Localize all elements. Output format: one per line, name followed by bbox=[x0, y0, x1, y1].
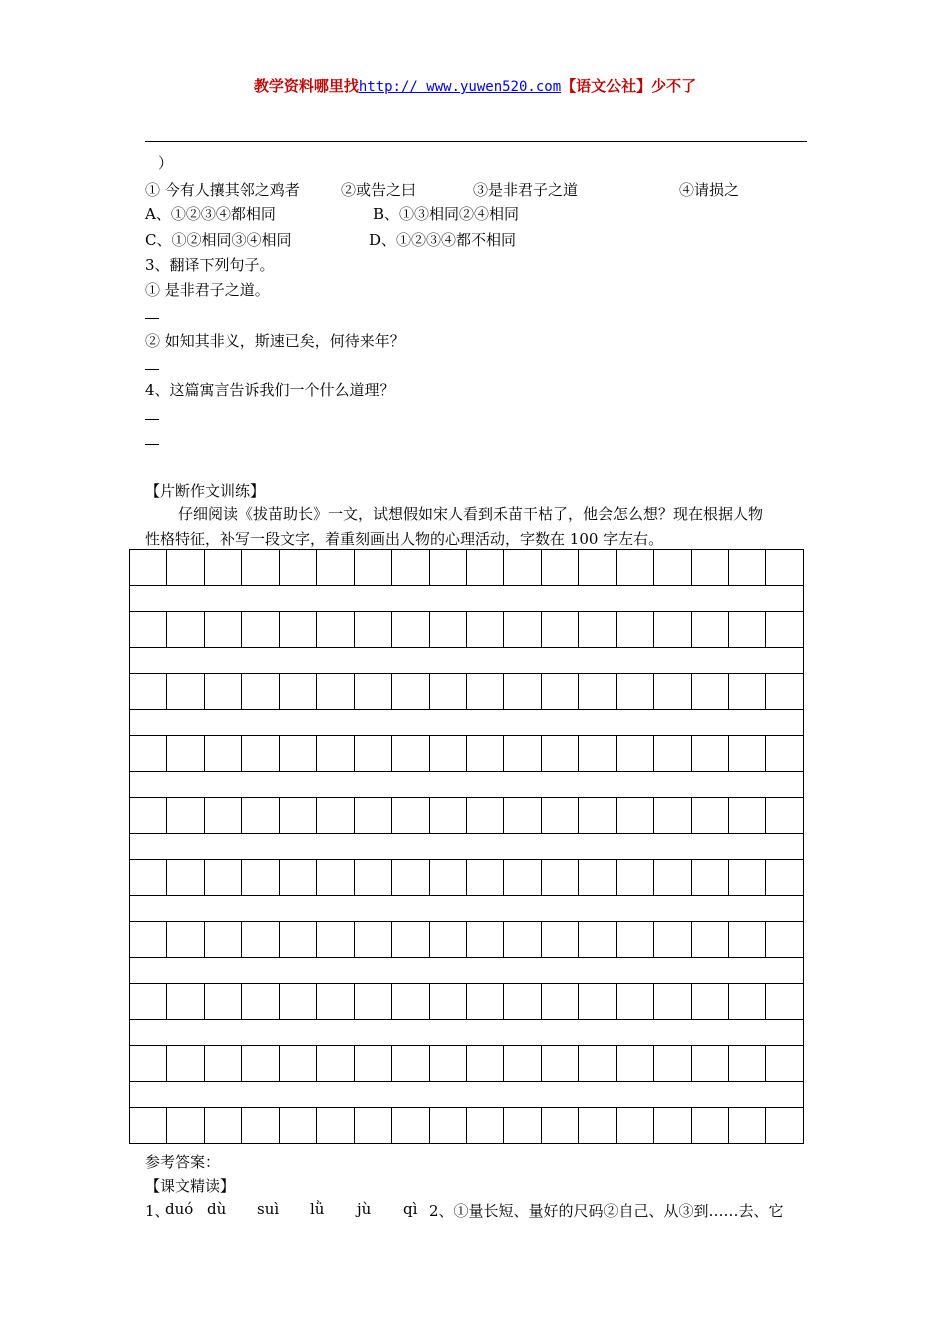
grid-cell[interactable] bbox=[430, 674, 467, 709]
grid-cell[interactable] bbox=[130, 984, 167, 1019]
answer-line1-rest: 2、①量长短、量好的尺码②自己、从③到……去、它 bbox=[429, 1202, 784, 1220]
grid-row bbox=[129, 549, 804, 585]
grid-cell[interactable] bbox=[579, 1046, 616, 1081]
grid-cell[interactable] bbox=[766, 1108, 802, 1143]
header-url-link[interactable]: http:// www.yuwen520.com bbox=[358, 79, 562, 95]
sentence-1: ① 今有人攘其邻之鸡者 bbox=[145, 181, 300, 199]
grid-cell[interactable] bbox=[504, 1108, 541, 1143]
grid-cell[interactable] bbox=[766, 984, 802, 1019]
grid-cell[interactable] bbox=[579, 1108, 616, 1143]
writing-prompt-line2: 性格特征，补写一段文字，着重刻画出人物的心理活动，字数在 100 字左右。 bbox=[145, 530, 664, 548]
grid-cell[interactable] bbox=[392, 984, 429, 1019]
grid-cell[interactable] bbox=[617, 674, 654, 709]
grid-cell[interactable] bbox=[280, 674, 317, 709]
grid-cell[interactable] bbox=[467, 1108, 504, 1143]
grid-cell[interactable] bbox=[130, 798, 167, 833]
grid-cell[interactable] bbox=[579, 860, 616, 895]
answer-blank bbox=[145, 318, 159, 319]
option-a: A、①②③④都相同 bbox=[145, 205, 276, 223]
grid-cell[interactable] bbox=[467, 1046, 504, 1081]
paren-close: ） bbox=[158, 154, 174, 172]
grid-cell[interactable] bbox=[504, 736, 541, 771]
option-c: C、①②相同③④相同 bbox=[145, 231, 292, 249]
grid-cell[interactable] bbox=[504, 984, 541, 1019]
grid-cell[interactable] bbox=[355, 550, 392, 585]
grid-cell[interactable] bbox=[280, 798, 317, 833]
grid-cell[interactable] bbox=[130, 736, 167, 771]
grid-spacer bbox=[129, 833, 804, 859]
grid-cell[interactable] bbox=[617, 736, 654, 771]
grid-cell[interactable] bbox=[692, 922, 729, 957]
grid-cell[interactable] bbox=[692, 674, 729, 709]
grid-cell[interactable] bbox=[280, 984, 317, 1019]
answer-line1-num: 1、 bbox=[145, 1202, 170, 1220]
grid-cell[interactable] bbox=[692, 860, 729, 895]
grid-cell[interactable] bbox=[205, 1108, 242, 1143]
grid-cell[interactable] bbox=[542, 674, 579, 709]
grid-cell[interactable] bbox=[317, 984, 354, 1019]
grid-cell[interactable] bbox=[392, 736, 429, 771]
grid-cell[interactable] bbox=[317, 798, 354, 833]
grid-cell[interactable] bbox=[542, 1046, 579, 1081]
grid-row bbox=[129, 859, 804, 895]
grid-cell[interactable] bbox=[654, 922, 691, 957]
grid-cell[interactable] bbox=[692, 798, 729, 833]
grid-cell[interactable] bbox=[317, 860, 354, 895]
pinyin-6: qì bbox=[403, 1200, 418, 1218]
grid-cell[interactable] bbox=[242, 922, 279, 957]
grid-cell[interactable] bbox=[729, 612, 766, 647]
answers-label: 参考答案： bbox=[145, 1153, 221, 1171]
grid-cell[interactable] bbox=[579, 798, 616, 833]
grid-cell[interactable] bbox=[542, 612, 579, 647]
grid-cell[interactable] bbox=[766, 798, 802, 833]
grid-spacer bbox=[129, 709, 804, 735]
grid-cell[interactable] bbox=[167, 736, 204, 771]
grid-cell[interactable] bbox=[729, 984, 766, 1019]
grid-row bbox=[129, 1107, 804, 1143]
grid-cell[interactable] bbox=[654, 612, 691, 647]
question3-item1: ① 是非君子之道。 bbox=[145, 281, 270, 299]
grid-cell[interactable] bbox=[654, 736, 691, 771]
grid-cell[interactable] bbox=[280, 860, 317, 895]
grid-cell[interactable] bbox=[430, 922, 467, 957]
grid-cell[interactable] bbox=[280, 550, 317, 585]
grid-cell[interactable] bbox=[242, 736, 279, 771]
grid-cell[interactable] bbox=[579, 736, 616, 771]
question3-item2: ② 如知其非义，斯速已矣，何待来年？ bbox=[145, 332, 405, 350]
grid-cell[interactable] bbox=[542, 798, 579, 833]
grid-cell[interactable] bbox=[167, 798, 204, 833]
grid-cell[interactable] bbox=[167, 922, 204, 957]
grid-cell[interactable] bbox=[317, 612, 354, 647]
grid-cell[interactable] bbox=[654, 1108, 691, 1143]
grid-cell[interactable] bbox=[692, 550, 729, 585]
grid-cell[interactable] bbox=[242, 612, 279, 647]
grid-cell[interactable] bbox=[467, 550, 504, 585]
grid-cell[interactable] bbox=[167, 1046, 204, 1081]
grid-cell[interactable] bbox=[355, 1046, 392, 1081]
grid-cell[interactable] bbox=[392, 612, 429, 647]
grid-cell[interactable] bbox=[692, 1046, 729, 1081]
grid-cell[interactable] bbox=[654, 984, 691, 1019]
grid-cell[interactable] bbox=[766, 612, 802, 647]
grid-cell[interactable] bbox=[242, 798, 279, 833]
grid-cell[interactable] bbox=[542, 1108, 579, 1143]
grid-cell[interactable] bbox=[317, 736, 354, 771]
grid-spacer bbox=[129, 1081, 804, 1107]
grid-cell[interactable] bbox=[430, 984, 467, 1019]
grid-cell[interactable] bbox=[317, 1046, 354, 1081]
grid-cell[interactable] bbox=[167, 1108, 204, 1143]
grid-cell[interactable] bbox=[130, 922, 167, 957]
grid-cell[interactable] bbox=[542, 550, 579, 585]
grid-cell[interactable] bbox=[167, 860, 204, 895]
grid-cell[interactable] bbox=[280, 736, 317, 771]
grid-cell[interactable] bbox=[430, 612, 467, 647]
grid-cell[interactable] bbox=[729, 550, 766, 585]
grid-cell[interactable] bbox=[579, 612, 616, 647]
grid-cell[interactable] bbox=[654, 550, 691, 585]
grid-cell[interactable] bbox=[617, 984, 654, 1019]
grid-cell[interactable] bbox=[766, 674, 802, 709]
grid-cell[interactable] bbox=[542, 860, 579, 895]
grid-cell[interactable] bbox=[430, 798, 467, 833]
grid-cell[interactable] bbox=[467, 984, 504, 1019]
grid-cell[interactable] bbox=[729, 860, 766, 895]
grid-cell[interactable] bbox=[205, 860, 242, 895]
grid-cell[interactable] bbox=[504, 674, 541, 709]
grid-cell[interactable] bbox=[766, 860, 802, 895]
sentence-4: ④请损之 bbox=[679, 181, 740, 199]
grid-cell[interactable] bbox=[692, 612, 729, 647]
grid-cell[interactable] bbox=[205, 550, 242, 585]
grid-cell[interactable] bbox=[392, 1108, 429, 1143]
grid-cell[interactable] bbox=[617, 1046, 654, 1081]
answers-section: 【课文精读】 bbox=[145, 1177, 236, 1195]
grid-cell[interactable] bbox=[392, 860, 429, 895]
grid-cell[interactable] bbox=[467, 860, 504, 895]
grid-row bbox=[129, 921, 804, 957]
grid-cell[interactable] bbox=[167, 550, 204, 585]
grid-cell[interactable] bbox=[392, 922, 429, 957]
grid-cell[interactable] bbox=[617, 1108, 654, 1143]
grid-cell[interactable] bbox=[317, 674, 354, 709]
grid-cell[interactable] bbox=[355, 612, 392, 647]
option-b: B、①③相同②④相同 bbox=[373, 205, 520, 223]
grid-cell[interactable] bbox=[430, 1108, 467, 1143]
grid-cell[interactable] bbox=[355, 984, 392, 1019]
grid-cell[interactable] bbox=[729, 1046, 766, 1081]
grid-cell[interactable] bbox=[617, 860, 654, 895]
grid-cell[interactable] bbox=[579, 984, 616, 1019]
grid-cell[interactable] bbox=[579, 922, 616, 957]
grid-cell[interactable] bbox=[205, 798, 242, 833]
page-header bbox=[0, 75, 950, 96]
grid-cell[interactable] bbox=[766, 1046, 802, 1081]
grid-cell[interactable] bbox=[317, 922, 354, 957]
grid-cell[interactable] bbox=[242, 674, 279, 709]
grid-cell[interactable] bbox=[617, 612, 654, 647]
grid-cell[interactable] bbox=[617, 798, 654, 833]
grid-cell[interactable] bbox=[654, 798, 691, 833]
grid-cell[interactable] bbox=[542, 736, 579, 771]
grid-cell[interactable] bbox=[355, 798, 392, 833]
writing-grid bbox=[129, 549, 804, 1144]
grid-cell[interactable] bbox=[504, 922, 541, 957]
grid-spacer bbox=[129, 957, 804, 983]
grid-cell[interactable] bbox=[205, 922, 242, 957]
grid-cell[interactable] bbox=[242, 550, 279, 585]
question4-title: 4、这篇寓言告诉我们一个什么道理？ bbox=[145, 381, 395, 399]
pinyin-3: suì bbox=[257, 1200, 280, 1218]
grid-cell[interactable] bbox=[205, 984, 242, 1019]
grid-cell[interactable] bbox=[729, 674, 766, 709]
pinyin-1: duó bbox=[165, 1200, 194, 1218]
grid-cell[interactable] bbox=[205, 674, 242, 709]
answer-blank bbox=[145, 419, 159, 420]
question3-title: 3、翻译下列句子。 bbox=[145, 256, 275, 274]
grid-cell[interactable] bbox=[392, 798, 429, 833]
grid-cell[interactable] bbox=[392, 550, 429, 585]
grid-cell[interactable] bbox=[654, 860, 691, 895]
grid-cell[interactable] bbox=[242, 984, 279, 1019]
grid-cell[interactable] bbox=[130, 1108, 167, 1143]
grid-cell[interactable] bbox=[504, 860, 541, 895]
grid-cell[interactable] bbox=[317, 1108, 354, 1143]
grid-cell[interactable] bbox=[729, 922, 766, 957]
header-rule bbox=[145, 141, 807, 142]
grid-row bbox=[129, 1045, 804, 1081]
grid-cell[interactable] bbox=[729, 736, 766, 771]
grid-cell[interactable] bbox=[130, 1046, 167, 1081]
grid-cell[interactable] bbox=[766, 550, 802, 585]
grid-cell[interactable] bbox=[130, 674, 167, 709]
grid-row bbox=[129, 611, 804, 647]
grid-row bbox=[129, 735, 804, 771]
grid-bottom-border bbox=[129, 1143, 804, 1144]
grid-cell[interactable] bbox=[355, 922, 392, 957]
answer-blank bbox=[145, 369, 159, 370]
grid-cell[interactable] bbox=[392, 1046, 429, 1081]
grid-cell[interactable] bbox=[766, 922, 802, 957]
grid-cell[interactable] bbox=[280, 612, 317, 647]
grid-cell[interactable] bbox=[130, 612, 167, 647]
writing-heading: 【片断作文训练】 bbox=[145, 482, 266, 500]
grid-cell[interactable] bbox=[355, 674, 392, 709]
grid-cell[interactable] bbox=[467, 798, 504, 833]
header-prefix: 教学资料哪里找 bbox=[253, 77, 359, 95]
writing-prompt-line1: 仔细阅读《拔苗助长》一文，试想假如宋人看到禾苗干枯了，他会怎么想？现在根据人物 bbox=[178, 505, 764, 523]
grid-cell[interactable] bbox=[542, 984, 579, 1019]
grid-spacer bbox=[129, 1019, 804, 1045]
grid-cell[interactable] bbox=[579, 674, 616, 709]
grid-cell[interactable] bbox=[280, 1108, 317, 1143]
grid-cell[interactable] bbox=[130, 860, 167, 895]
grid-cell[interactable] bbox=[504, 550, 541, 585]
grid-cell[interactable] bbox=[355, 860, 392, 895]
pinyin-2: dù bbox=[207, 1200, 227, 1218]
pinyin-4: lǜ bbox=[310, 1200, 325, 1218]
grid-cell[interactable] bbox=[280, 922, 317, 957]
grid-cell[interactable] bbox=[654, 674, 691, 709]
answer-blank bbox=[145, 444, 159, 445]
grid-cell[interactable] bbox=[430, 860, 467, 895]
sentence-2: ②或告之曰 bbox=[341, 181, 417, 199]
grid-cell[interactable] bbox=[579, 550, 616, 585]
grid-cell[interactable] bbox=[242, 1108, 279, 1143]
grid-cell[interactable] bbox=[317, 550, 354, 585]
grid-row bbox=[129, 797, 804, 833]
grid-cell[interactable] bbox=[167, 984, 204, 1019]
grid-cell[interactable] bbox=[355, 736, 392, 771]
grid-cell[interactable] bbox=[242, 860, 279, 895]
pinyin-5: jù bbox=[357, 1200, 372, 1218]
grid-cell[interactable] bbox=[355, 1108, 392, 1143]
grid-cell[interactable] bbox=[392, 674, 429, 709]
grid-cell[interactable] bbox=[504, 612, 541, 647]
grid-spacer bbox=[129, 647, 804, 673]
grid-cell[interactable] bbox=[130, 550, 167, 585]
grid-cell[interactable] bbox=[280, 1046, 317, 1081]
grid-cell[interactable] bbox=[467, 612, 504, 647]
grid-cell[interactable] bbox=[504, 798, 541, 833]
grid-cell[interactable] bbox=[766, 736, 802, 771]
grid-cell[interactable] bbox=[467, 922, 504, 957]
grid-cell[interactable] bbox=[654, 1046, 691, 1081]
grid-cell[interactable] bbox=[729, 798, 766, 833]
grid-spacer bbox=[129, 585, 804, 611]
grid-cell[interactable] bbox=[205, 1046, 242, 1081]
grid-cell[interactable] bbox=[167, 612, 204, 647]
grid-cell[interactable] bbox=[617, 550, 654, 585]
grid-row bbox=[129, 983, 804, 1019]
grid-cell[interactable] bbox=[692, 736, 729, 771]
option-d: D、①②③④都不相同 bbox=[369, 231, 517, 249]
grid-cell[interactable] bbox=[430, 550, 467, 585]
grid-cell[interactable] bbox=[467, 674, 504, 709]
grid-cell[interactable] bbox=[167, 674, 204, 709]
grid-cell[interactable] bbox=[430, 736, 467, 771]
grid-cell[interactable] bbox=[205, 612, 242, 647]
grid-cell[interactable] bbox=[467, 736, 504, 771]
grid-cell[interactable] bbox=[729, 1108, 766, 1143]
grid-spacer bbox=[129, 771, 804, 797]
grid-cell[interactable] bbox=[617, 922, 654, 957]
grid-cell[interactable] bbox=[692, 984, 729, 1019]
grid-cell[interactable] bbox=[504, 1046, 541, 1081]
grid-cell[interactable] bbox=[430, 1046, 467, 1081]
sentence-3: ③是非君子之道 bbox=[473, 181, 579, 199]
grid-spacer bbox=[129, 895, 804, 921]
grid-cell[interactable] bbox=[242, 1046, 279, 1081]
grid-cell[interactable] bbox=[205, 736, 242, 771]
grid-row bbox=[129, 673, 804, 709]
grid-cell[interactable] bbox=[542, 922, 579, 957]
header-suffix: 【语文公社】少不了 bbox=[561, 77, 697, 95]
grid-cell[interactable] bbox=[692, 1108, 729, 1143]
